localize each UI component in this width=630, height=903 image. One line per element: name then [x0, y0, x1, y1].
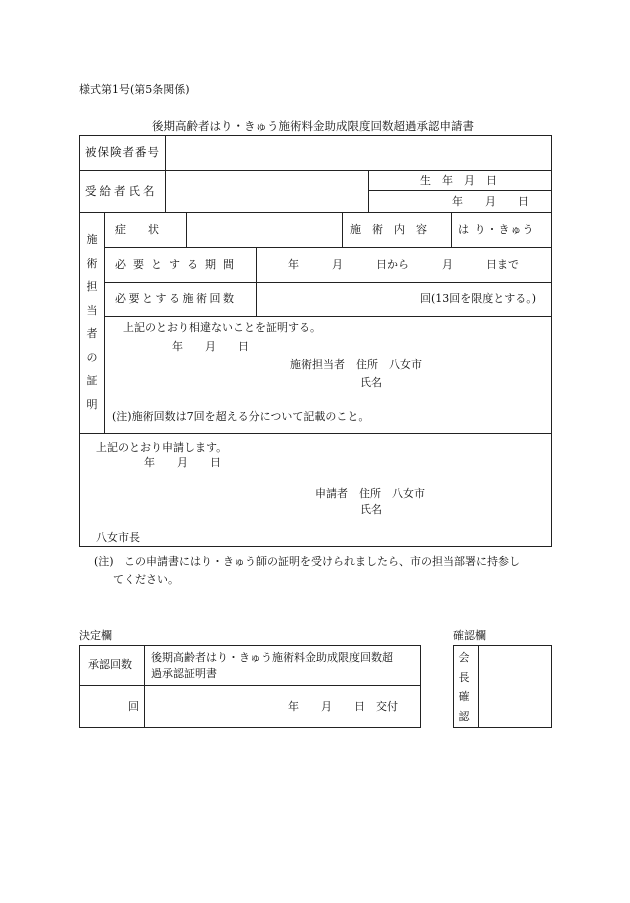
treatment-count-label: 必要とする施術回数 — [115, 292, 237, 305]
insured-number-label: 被保険者番号 — [85, 145, 160, 159]
practitioner-name-label: 氏名 — [360, 376, 382, 389]
birth-date-value: 年 月 日 — [452, 195, 529, 208]
birth-date-label: 生 年 月 日 — [420, 174, 497, 187]
application-statement: 上記のとおり申請します。 — [96, 441, 228, 454]
symptom-label: 症 状 — [115, 223, 159, 236]
period-value: 年 月 日から 月 日まで — [288, 258, 519, 271]
form-number: 様式第1号(第5条関係) — [79, 83, 190, 96]
period-label: 必要とする期間 — [115, 258, 241, 271]
approved-count-label: 承認回数 — [88, 658, 132, 671]
applicant-name-label: 氏名 — [360, 503, 382, 516]
footnote-mark: (注) — [94, 555, 114, 568]
confirm-heading: 確認欄 — [453, 629, 486, 642]
footnote-line-2: てください。 — [113, 573, 179, 586]
mayor-addressee: 八女市長 — [96, 531, 140, 544]
practitioner-certification-label: 施 術 担 当 者 の 証 明 — [86, 233, 98, 411]
decision-heading: 決定欄 — [79, 629, 112, 642]
treatment-count-value: 回(13回を限度とする。) — [420, 292, 537, 305]
recipient-name-label: 受給者氏名 — [85, 184, 158, 198]
treatment-content-label: 施 術 内 容 — [350, 223, 427, 236]
times-unit: 回 — [128, 700, 139, 713]
applicant-address: 申請者 住所 八女市 — [315, 487, 425, 500]
certificate-name-line-1: 後期高齢者はり・きゅう施術料金助成限度回数超 — [151, 651, 393, 664]
practitioner-address: 施術担当者 住所 八女市 — [290, 358, 422, 371]
certification-note: (注)施術回数は7回を超える分について記載のこと。 — [112, 410, 370, 423]
chief-confirmation-label: 会 長 確 認 — [458, 651, 470, 723]
form-title: 後期高齢者はり・きゅう施術料金助成限度回数超過承認申請書 — [152, 119, 474, 133]
application-date: 年 月 日 — [144, 456, 221, 469]
treatment-content-value: は り・きゅう — [458, 223, 535, 236]
certificate-name-line-2: 過承認証明書 — [151, 667, 217, 680]
certification-date: 年 月 日 — [172, 340, 249, 353]
footnote-line-1: この申請書にはり・きゅう師の証明を受けられましたら、市の担当部署に持参し — [124, 555, 520, 568]
certification-statement: 上記のとおり相違ないことを証明する。 — [123, 321, 321, 334]
issue-date: 年 月 日 交付 — [288, 700, 398, 713]
